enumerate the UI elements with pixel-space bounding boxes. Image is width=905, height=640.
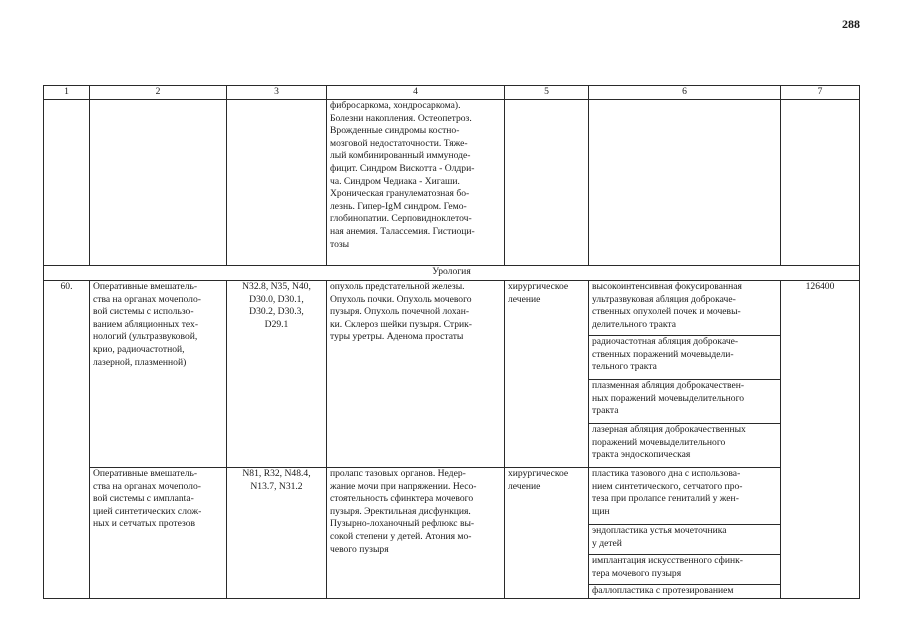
procedure-row	[44, 281, 860, 336]
text-line: глобинопатии. Серповидноклеточ-	[330, 213, 472, 225]
column-number-7: 7	[781, 86, 860, 100]
text-line: тельного тракта	[592, 361, 657, 373]
text-line: теза при пролапсе гениталий у жен-	[592, 493, 739, 505]
method-cell	[589, 585, 781, 599]
text-line: сокой степени у детей. Атония мо-	[330, 530, 472, 542]
price-cell: 126400	[781, 281, 860, 599]
text-line: лый комбинированный иммуноде-	[330, 150, 471, 162]
empty-cell	[44, 100, 90, 266]
empty-cell	[505, 100, 589, 266]
text-line: ки. Склероз шейки пузыря. Стрик-	[330, 318, 472, 330]
text-line: поражений мочевыделительного	[592, 436, 726, 448]
text-line: лечение	[508, 480, 541, 492]
text-line: мозговой недостаточности. Тяже-	[330, 137, 468, 149]
text-line: ных и сетчатых протезов	[93, 518, 196, 530]
text-line: N32.8, N35, N40,	[242, 281, 311, 292]
method-cell	[589, 555, 781, 585]
column-number-6: 6	[589, 86, 781, 100]
text-line: хирургическое	[508, 281, 569, 292]
text-line: имплантация искусственного сфинк-	[592, 555, 743, 566]
method-cell	[589, 468, 781, 525]
text-line: ультразвуковая абляция доброкаче-	[592, 293, 736, 305]
text-line: тракта	[592, 405, 619, 417]
text-line: тера мочевого пузыря	[592, 567, 682, 579]
text-line: нием синтетического, сетчатого про-	[592, 480, 743, 492]
continuation-row	[44, 100, 860, 266]
text-line: цией синтетических слож-	[93, 505, 202, 517]
text-line: ванием абляционных тех-	[93, 318, 199, 330]
method-cell	[589, 281, 781, 336]
text-line: пузыря. Опухоль почечной лохан-	[330, 306, 470, 318]
text-line: лазерная абляция доброкачественных	[592, 424, 746, 435]
group-number: 60.	[44, 281, 90, 599]
text-line: хирургическое	[508, 468, 569, 479]
text-line: Оперативные вмешатель-	[93, 281, 198, 292]
method-cell	[589, 424, 781, 468]
empty-cell	[781, 100, 860, 266]
text-line: D30.2, D30.3,	[249, 306, 304, 318]
text-line: ственных поражений мочевыдели-	[592, 348, 734, 360]
text-line: эндопластика устья мочеточника	[592, 525, 727, 536]
text-line: вой системы с имплanta-	[93, 493, 194, 505]
text-line: D29.1	[264, 318, 289, 330]
method-cell	[589, 380, 781, 424]
text-line: Болезни накопления. Остеопетроз.	[330, 112, 472, 124]
text-line: фибросаркома, хондросаркома).	[330, 100, 461, 111]
diseases-cell	[327, 281, 505, 468]
text-line: нологий (ультразвуковой,	[93, 331, 198, 343]
text-line: Хроническая гранулематозная бо-	[330, 188, 470, 200]
method-cell	[589, 525, 781, 555]
icd-codes-cell	[227, 281, 327, 468]
text-line: ства на органах мочеполо-	[93, 480, 201, 492]
text-line: опухоль предстательной железы.	[330, 281, 465, 292]
text-line: пузыря. Эректильная дисфункция.	[330, 505, 471, 517]
procedure-name-cell	[90, 468, 227, 599]
text-line: щин	[592, 505, 610, 517]
text-line: лечение	[508, 293, 541, 305]
diseases-cell	[327, 100, 505, 266]
text-line: лазерной, плазменной)	[93, 356, 187, 368]
text-line: N13.7, N31.2	[250, 480, 303, 492]
text-line: Пузырно-лоханочный рефлюкс вы-	[330, 518, 475, 530]
column-number-2: 2	[90, 86, 227, 100]
column-number-row	[44, 86, 860, 100]
empty-cell	[227, 100, 327, 266]
text-line: фицит. Синдром Вискотта - Олдри-	[330, 162, 475, 174]
text-line: тракта эндоскопическая	[592, 449, 691, 461]
text-line: пластика тазового дна с использова-	[592, 468, 741, 479]
text-line: крио, радиочастотной,	[93, 343, 185, 355]
text-line: ных поражений мочевыделительного	[592, 392, 745, 404]
column-number-1: 1	[44, 86, 90, 100]
page-number: 288	[842, 17, 860, 31]
text-line: туры уретры. Аденома простаты	[330, 331, 464, 343]
method-cell	[589, 336, 781, 380]
text-line: Оперативные вмешатель-	[93, 468, 198, 479]
section-title: Урология	[44, 266, 860, 281]
text-line: ча. Синдром Чедиака - Хигаши.	[330, 175, 460, 187]
text-line: ства на органах мочеполо-	[93, 293, 201, 305]
treatment-type-cell	[505, 468, 589, 599]
section-row	[44, 266, 860, 281]
column-number-3: 3	[227, 86, 327, 100]
text-line: жание мочи при напряжении. Несо-	[330, 480, 477, 492]
text-line: чевого пузыря	[330, 543, 389, 555]
medical-care-table	[43, 85, 860, 599]
text-line: высокоинтенсивная фокусированная	[592, 281, 742, 292]
empty-cell	[589, 100, 781, 266]
text-line: радиочастотная абляция доброкаче-	[592, 336, 739, 347]
procedure-row	[44, 468, 860, 525]
text-line: стоятельность сфинктера мочевого	[330, 493, 474, 505]
text-line: у детей	[592, 537, 622, 549]
text-line: лезнь. Гипер-IgM синдром. Гемо-	[330, 200, 467, 212]
empty-cell	[90, 100, 227, 266]
text-line: Опухоль почки. Опухоль мочевого	[330, 293, 472, 305]
text-line: делительного тракта	[592, 318, 676, 330]
text-line: ная анемия. Талассемия. Гистиоци-	[330, 225, 475, 237]
text-line: фаллопластика с протезированием	[592, 585, 734, 596]
text-line: вой системы с использо-	[93, 306, 194, 318]
text-line: тозы	[330, 238, 350, 250]
text-line: D30.0, D30.1,	[249, 293, 304, 305]
text-line: плазменная абляция доброкачествен-	[592, 380, 745, 391]
text-line: Врожденные синдромы костно-	[330, 125, 460, 137]
icd-codes-cell	[227, 468, 327, 599]
procedure-name-cell	[90, 281, 227, 468]
column-number-4: 4	[327, 86, 505, 100]
text-line: пролапс тазовых органов. Недер-	[330, 468, 466, 479]
diseases-cell	[327, 468, 505, 599]
column-number-5: 5	[505, 86, 589, 100]
text-line: N81, R32, N48.4,	[242, 468, 311, 479]
text-line: ственных опухолей почек и мочевы-	[592, 306, 741, 318]
treatment-type-cell	[505, 281, 589, 468]
